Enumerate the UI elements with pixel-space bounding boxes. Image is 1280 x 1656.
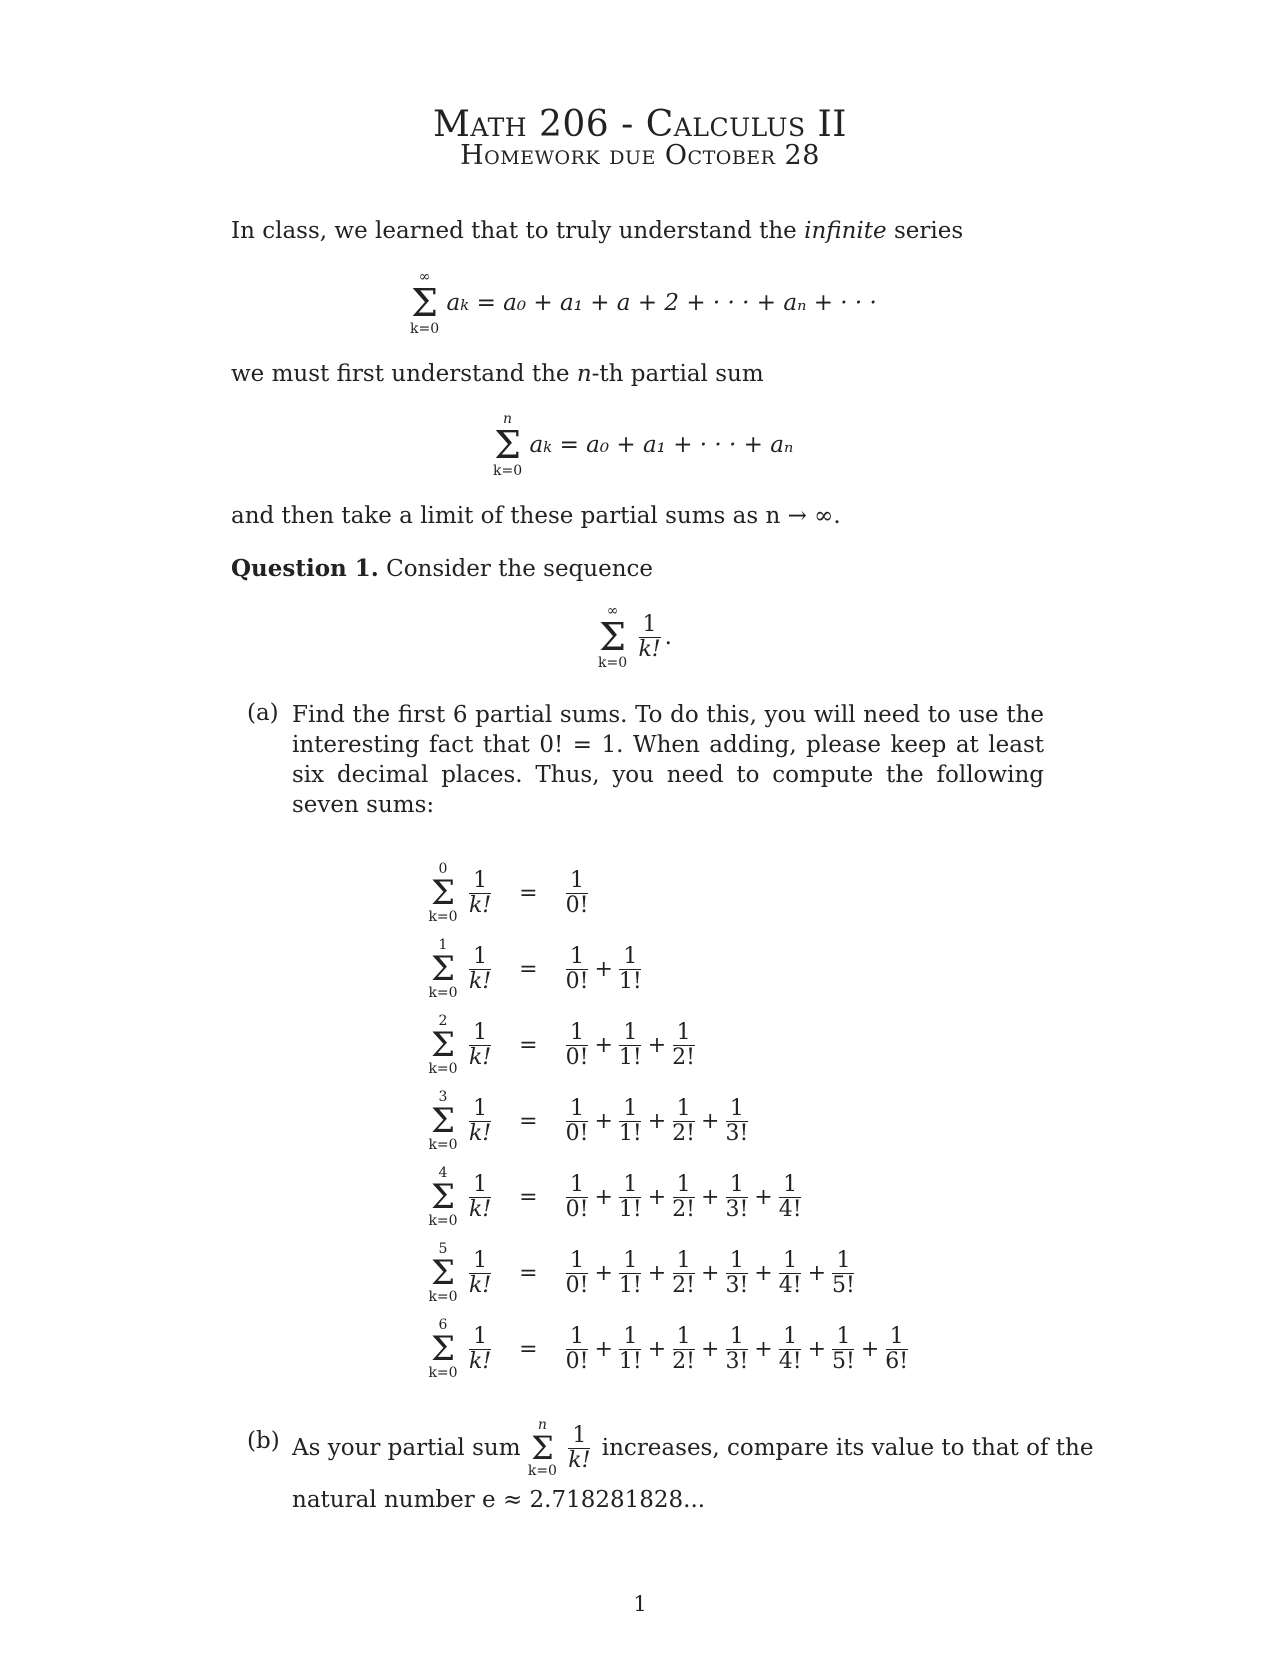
question-1-heading: Question 1. Consider the sequence (231, 555, 654, 582)
partial-sum-row: 4 Σ k=0 $\frac{1}{k!}$ = $\frac{1}{0!}$ + $\frac{1}{1!}$ + $\frac{1}{2!}$ + $\frac{1}{3!}$ + $\frac{1}{4!}$ (428, 1165, 802, 1229)
equation-infinite-series: ∞ Σ k=0 ak = a₀ + a₁ + a + 2 + · · · + aₙ + · · · (410, 269, 877, 337)
partial-sum-row: 0 Σ k=0 $\frac{1}{k!}$ = $\frac{1}{0!}$ (428, 861, 589, 925)
sum-symbol: ∞ Σ k=0 (598, 603, 628, 671)
partial-sum-row: 2 Σ k=0 $\frac{1}{k!}$ = $\frac{1}{0!}$ + $\frac{1}{1!}$ + $\frac{1}{2!}$ (428, 1013, 696, 1077)
emphasis-infinite: infinite (804, 218, 887, 244)
partial-sum-row: 3 Σ k=0 $\frac{1}{k!}$ = $\frac{1}{0!}$ + $\frac{1}{1!}$ + $\frac{1}{2!}$ + $\frac{1}{3!}$ (428, 1089, 749, 1153)
part-b-line-2: natural number e ≈ 2.718281828... (292, 1487, 706, 1513)
part-a-text: Find the first 6 partial sums. To do this, you will need to use the interesting fact that 0! = 1. When adding, please keep at least six decimal places. Thus, you need to compute the following seven sums: (292, 702, 1044, 818)
intro-line-2: we must first understand the n-th partial sum (231, 361, 764, 387)
page-title: Math 206 - Calculus II (433, 104, 847, 145)
sum-symbol: ∞ Σ k=0 (410, 269, 440, 337)
partial-sum-row: 6 Σ k=0 $\frac{1}{k!}$ = $\frac{1}{0!}$ + $\frac{1}{1!}$ + $\frac{1}{2!}$ + $\frac{1}{3!}$ + $\frac{1}{4!}$ + $\frac{1}{5!}$ + $\frac{1}{6!}$ (428, 1317, 909, 1381)
question-label: Question 1. (231, 555, 379, 582)
intro-line-1: In class, we learned that to truly understand the infinite series (231, 218, 964, 244)
equation-partial-sum: n Σ k=0 ak = a₀ + a₁ + · · · + aₙ (493, 411, 794, 479)
page-number: 1 (633, 1592, 647, 1616)
equation-sum-inverse-factorial: ∞ Σ k=0 $\frac{1}{k!}$ . (598, 603, 672, 671)
sum-symbol: n Σ k=0 (493, 411, 523, 479)
intro-line-3: and then take a limit of these partial sums as n → ∞. (231, 503, 841, 529)
sum-symbol: n Σ k=0 (527, 1417, 557, 1479)
part-a-label: (a) (247, 700, 279, 726)
page-subtitle: Homework due October 28 (460, 140, 820, 171)
partial-sum-row: 5 Σ k=0 $\frac{1}{k!}$ = $\frac{1}{0!}$ + $\frac{1}{1!}$ + $\frac{1}{2!}$ + $\frac{1}{3!}$ + $\frac{1}{4!}$ + $\frac{1}{5!}$ (428, 1241, 855, 1305)
part-b-line-1: As your partial sum n Σ k=0 $\frac{1}{k!}$ increases, compare its value to that of the (292, 1417, 1094, 1479)
partial-sum-row: 1 Σ k=0 $\frac{1}{k!}$ = $\frac{1}{0!}$ + $\frac{1}{1!}$ (428, 937, 642, 1001)
part-b-label: (b) (247, 1428, 280, 1454)
